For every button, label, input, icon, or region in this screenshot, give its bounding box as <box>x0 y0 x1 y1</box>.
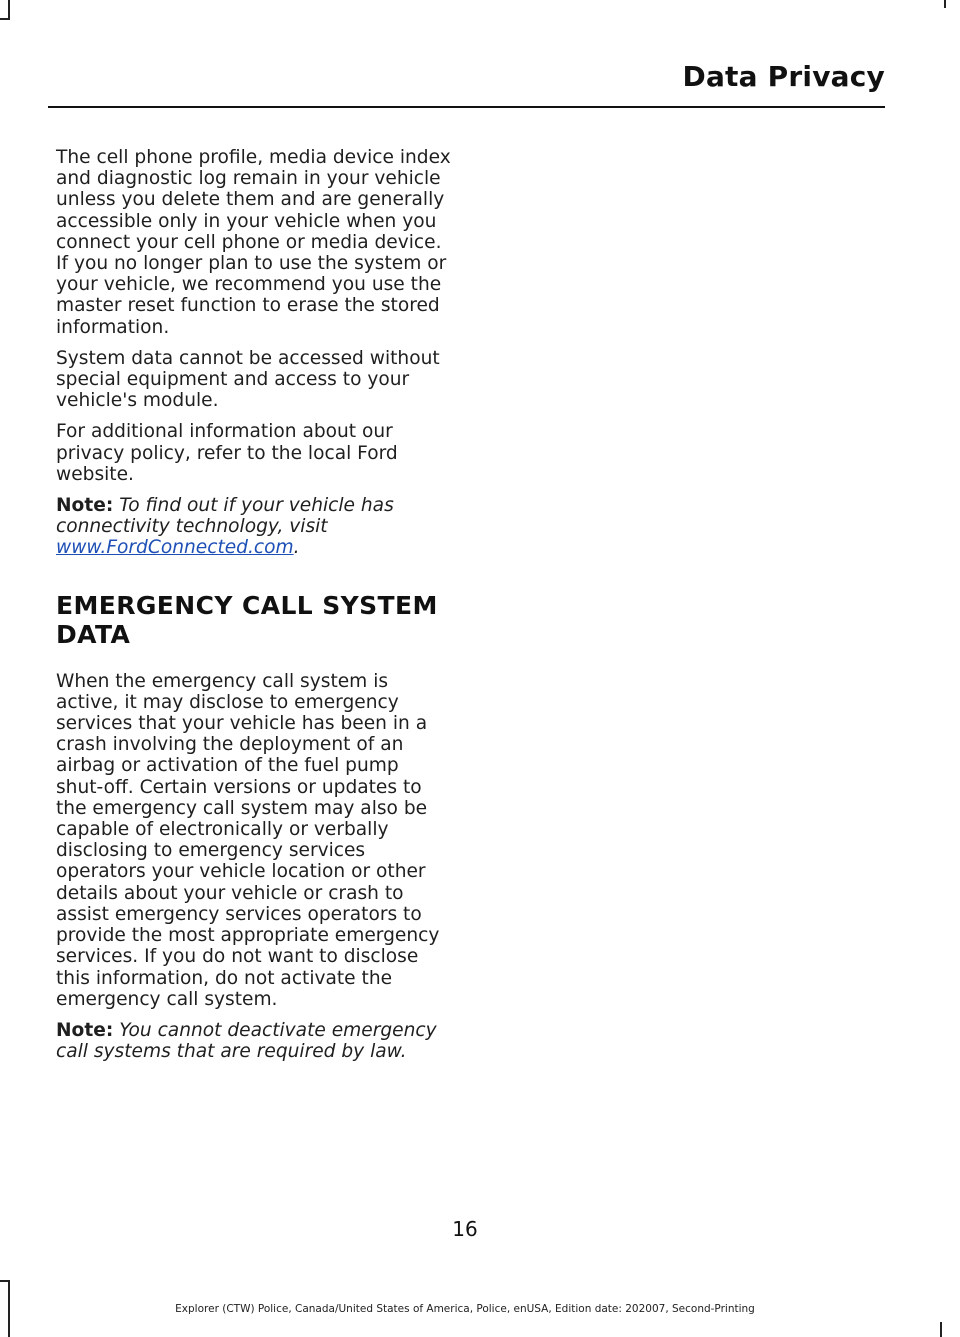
note-label: Note: <box>56 495 114 517</box>
note-connectivity <box>56 495 451 559</box>
note-text: You cannot deactivate emergency call systems that are required by law. <box>56 1019 437 1063</box>
note-emergency-call <box>56 1020 451 1062</box>
paragraph-device-data: The cell phone profile, media device index and diagnostic log remain in your vehicle unless you delete them and are generally accessible only in your vehicle when you connect your cell phone or media device. If you no longer plan to use the system or your vehicle, we recommend you use the master reset function to erase the stored information. <box>56 147 451 338</box>
paragraph-privacy-policy: For additional information about our privacy policy, refer to the local Ford website. <box>56 421 398 485</box>
paragraph-system-data: System data cannot be accessed without special equipment and access to your vehicle's module. <box>56 347 440 412</box>
section-heading-emergency-call: EMERGENCY CALL SYSTEM DATA <box>56 590 438 649</box>
page-title: Data Privacy <box>682 60 885 93</box>
crop-mark-top-right <box>944 0 946 8</box>
note-suffix: . <box>293 537 300 559</box>
content-column <box>56 147 451 1072</box>
header-divider <box>48 106 885 108</box>
ford-connected-link[interactable]: www.FordConnected.com <box>56 537 294 559</box>
paragraph-emergency-call: When the emergency call system is active, it may disclose to emergency services that your vehicle has been in a crash involving the deployment of an airbag or activation of the fuel pump shut-off. Certain versions or updates to the emergency call system may also be capable of electronically or verbally disclosing to emergency services operators your vehicle location or other details about your vehicle or crash to assist emergency services operators to provide the most appropriate emergency services. If you do not want to disclose this information, do not activate the emergency call system. <box>56 670 440 1010</box>
note-label: Note: <box>56 1019 114 1041</box>
note-text: To find out if your vehicle has connectivity technology, visit <box>56 495 394 538</box>
crop-mark-top-left-vertical <box>8 0 10 18</box>
crop-mark-top-left-horizontal <box>0 18 10 20</box>
page-number: 16 <box>452 1217 478 1241</box>
crop-mark-bottom-right <box>940 1322 942 1337</box>
crop-mark-bottom-left-horizontal <box>0 1280 10 1282</box>
footer-edition-info: Explorer (CTW) Police, Canada/United States of America, Police, enUSA, Edition date: 202007, Second-Printing <box>175 1303 755 1315</box>
